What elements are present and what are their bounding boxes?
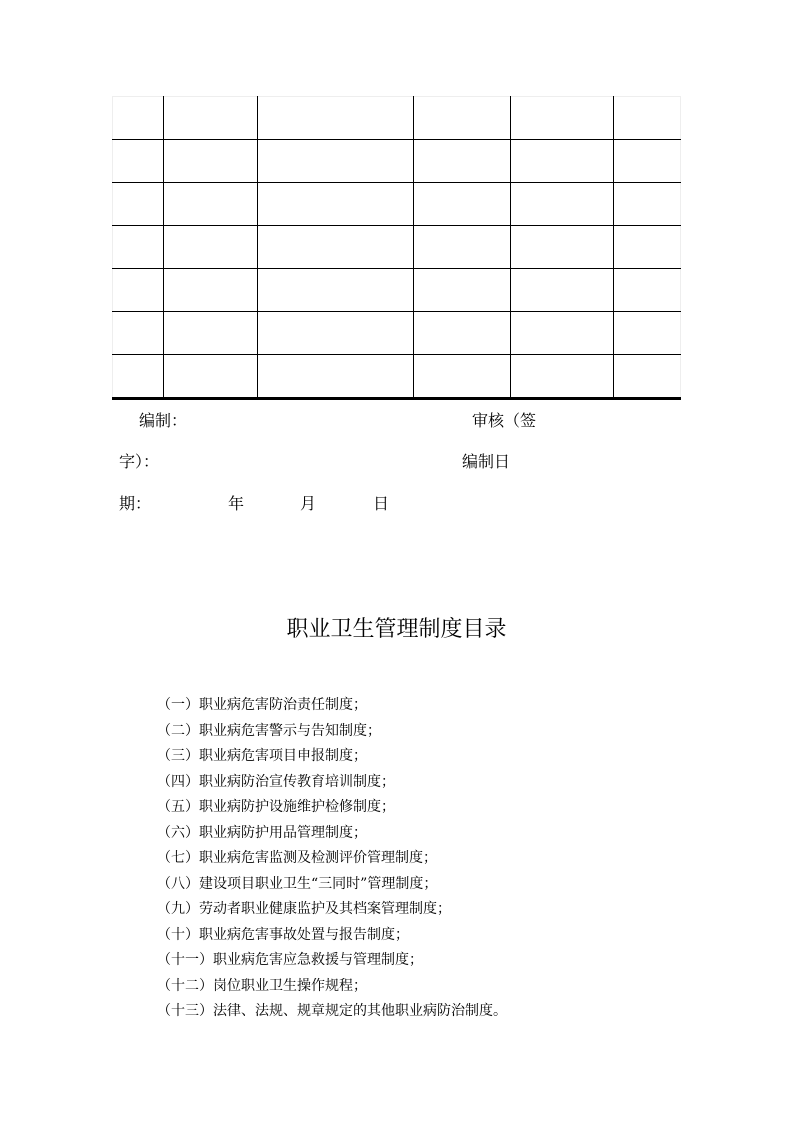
table-body (113, 97, 681, 399)
toc-list (157, 693, 507, 1025)
toc-item: （三）职业病危害项目申报制度； (157, 748, 367, 764)
table-cell (113, 183, 164, 226)
month-label: 月 (300, 494, 317, 513)
toc-item: （四）职业病防治宣传教育培训制度； (157, 773, 395, 790)
table-cell (258, 226, 414, 269)
table-cell (164, 140, 258, 183)
table-cell (113, 140, 164, 183)
table-cell (414, 183, 511, 226)
table-cell (614, 226, 681, 269)
table-row (113, 312, 681, 355)
table-cell (113, 226, 164, 269)
table-cell (511, 183, 614, 226)
toc-item: （二）职业病危害警示与告知制度； (157, 722, 381, 739)
table-cell (511, 140, 614, 183)
day-label: 日 (373, 494, 390, 513)
table-cell (511, 226, 614, 269)
toc-item: （九）劳动者职业健康监护及其档案管理制度； (157, 901, 451, 917)
toc-item: （八）建设项目职业卫生“三同时”管理制度； (157, 875, 438, 892)
table-cell (164, 226, 258, 269)
table-cell (414, 97, 511, 140)
table-cell (258, 312, 414, 355)
table-cell (414, 312, 511, 355)
table-cell (511, 97, 614, 140)
date-label-part1: 编制日 (462, 452, 511, 471)
reviewer-label-part1: 审核（签 (472, 411, 537, 430)
table-cell (258, 140, 414, 183)
table-cell (614, 97, 681, 140)
table-cell (258, 97, 414, 140)
table-cell (614, 312, 681, 355)
table-cell (164, 183, 258, 226)
table-cell (164, 269, 258, 312)
table-cell (414, 269, 511, 312)
toc-item: （五）职业病防护设施维护检修制度； (157, 799, 395, 815)
table-row (113, 97, 681, 140)
blank-record-table (112, 96, 681, 400)
table-cell (164, 97, 258, 140)
page-title: 职业卫生管理制度目录 (286, 617, 507, 642)
table-cell (511, 312, 614, 355)
table-row (113, 140, 681, 183)
toc-item: （十二）岗位职业卫生操作规程； (157, 977, 367, 994)
table-row (113, 355, 681, 399)
table-cell (614, 183, 681, 226)
date-label-part2: 期： (119, 494, 152, 513)
year-label: 年 (228, 494, 245, 513)
toc-item: （十）职业病危害事故处置与报告制度； (157, 926, 409, 943)
toc-item: （十三）法律、法规、规章规定的其他职业病防治制度。 (157, 1003, 507, 1019)
table-cell (113, 97, 164, 140)
table-cell (164, 312, 258, 355)
reviewer-label-part2: 字）： (119, 452, 160, 471)
prepared-by-label: 编制： (139, 411, 188, 430)
table-cell (614, 140, 681, 183)
table-cell (113, 269, 164, 312)
table-cell (614, 355, 681, 399)
table-cell (511, 355, 614, 399)
table-cell (614, 269, 681, 312)
table-cell (113, 312, 164, 355)
toc-item: （六）职业病防护用品管理制度； (157, 824, 367, 841)
table-cell (164, 355, 258, 399)
table-cell (258, 355, 414, 399)
toc-item: （七）职业病危害监测及检测评价管理制度； (157, 850, 437, 866)
table-cell (113, 355, 164, 399)
table-row (113, 226, 681, 269)
toc-item: （十一）职业病危害应急救援与管理制度； (157, 952, 423, 968)
table-cell (511, 269, 614, 312)
toc-item: （一）职业病危害防治责任制度； (157, 697, 367, 713)
table-cell (258, 183, 414, 226)
table-cell (414, 140, 511, 183)
table-cell (414, 226, 511, 269)
table-row (113, 269, 681, 312)
table-row (113, 183, 681, 226)
table-cell (258, 269, 414, 312)
table-cell (414, 355, 511, 399)
